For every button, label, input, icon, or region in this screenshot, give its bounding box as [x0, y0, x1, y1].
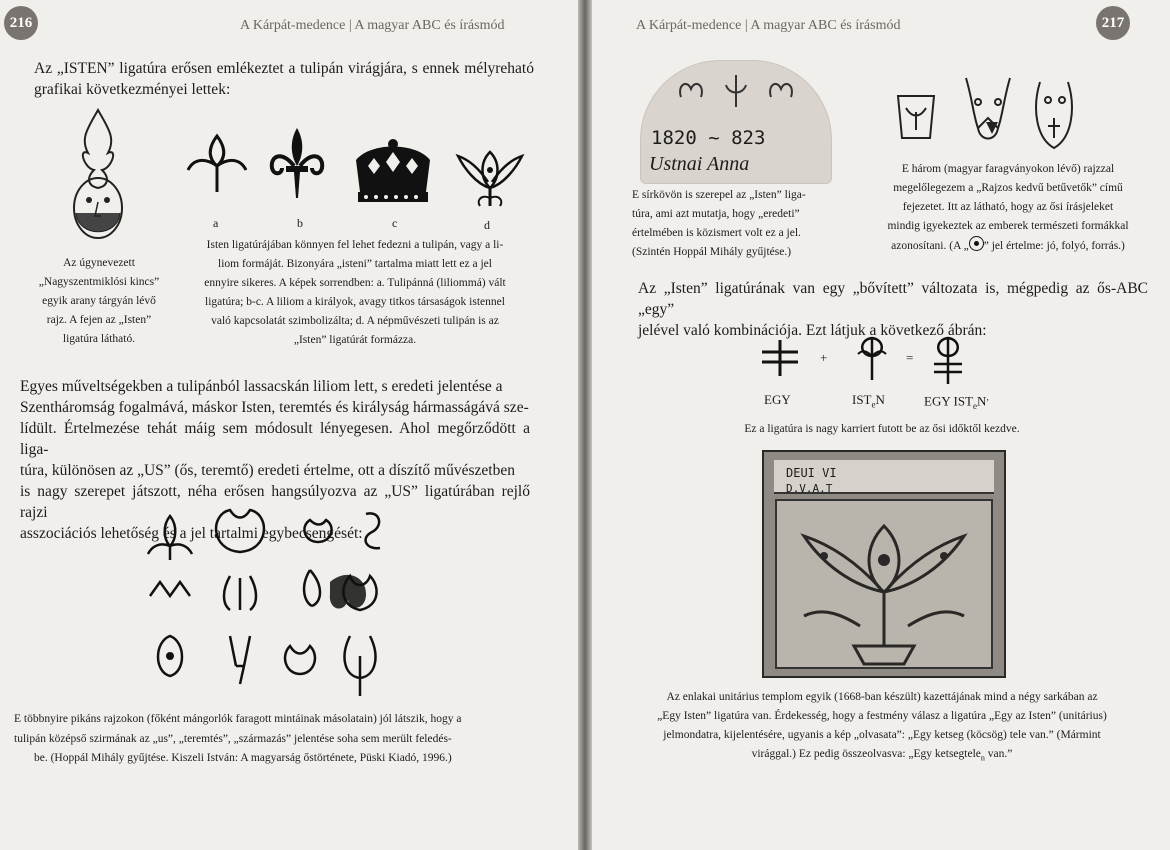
- folk-carvings-image: [892, 68, 1092, 158]
- formula-caption: Ez a ligatúra is nagy karriert futott be az ősi időktől kezdve.: [744, 423, 1020, 435]
- egy-isten-ligature-icon: [928, 334, 968, 386]
- stone-date-text: 1820 ~ 823: [651, 127, 766, 149]
- label-b: b: [297, 216, 303, 230]
- panel-inscription-1: DEUI VI: [786, 466, 837, 480]
- body-paragraph: Egyes műveltségekben a tulipánból lassacskán liliom lett, s eredeti jelentése a Szentháromság fogalmává, máskor Isten, teremtés és királyság hármasságává sze- lídült. Értelmezése tehát máig sem módosult lényegesen. Ahol megőrződött a liga- túra, különösen az „US” (ős, teremtő) eredeti értelme, ott a díszítő művészetben is nagy szerepet játszott, néha erősen hangsúlyozva az „US” ligatúrában rejlő rajzi asszociációs lehetőség és a jel tartalmi egybecsengését:: [20, 378, 530, 542]
- left-page: [0, 0, 578, 850]
- intro-paragraph: Az „ISTEN” ligatúra erősen emlékeztet a tulipán virágjára, s ennek mélyreható grafikai következményei lettek:: [34, 60, 534, 98]
- gravestone-image: [640, 60, 832, 184]
- church-photo-caption: Az enlakai unitárius templom egyik (1668-ban készült) kazettájának mind a négy sarkában az „Egy Isten” ligatúra van. Érdekesség, hogy a festmény válasz a ligatúra „Egy az Isten” (unitárius) jelmondatra, kijelentésére, ugyanis a kép „olvasata”: „Egy ketseg (köcsög) tele van.” (Mármint virággal.) Ez pedig összeolvasva: „Egy ketsegtele$_n$ van.”: [657, 691, 1107, 763]
- ligature-figure-caption: Isten ligatúrájában könnyen fel lehet fedezni a tulipán, vagy a li- liom formáját. Bizonyára „isteni” tartalma miatt lett ez a jel ennyire sikeres. A képek sorrendben: a. Tulipánná (liliommá) vált ligatúra; b-c. A liliom a királyok, avagy titkos társaságok istennel való kapcsolatát szimbolizálta; d. A népművészeti tulipán is az „Isten” ligatúrát formázza.: [204, 239, 506, 346]
- dot-circle-icon: [969, 236, 984, 251]
- ornaments-caption: E többnyire pikáns rajzokon (főként mángorlók faragott mintáinak másolatain) jól látszik, hogy a tulipán középső szirmának az „us”, „teremtés”, „származás” jelentése soha sem merült feledés- be. (Hoppál Mihály gyűjtése. Kiszeli István: A magyarság őstörténete, Püski Kiadó, 1996.): [14, 713, 462, 764]
- page-number-left: 216: [4, 6, 38, 40]
- head-figure-caption: Az úgynevezett „Nagyszentmiklósi kincs” egyik arany tárgyán lévő rajz. A fejen az „Isten” ligatúra látható.: [38, 257, 160, 345]
- fleur-de-lis-icon: [266, 126, 328, 202]
- right-page: [592, 0, 1170, 850]
- running-header-left: A Kárpát-medence | A magyar ABC és írásmód: [240, 18, 505, 33]
- book-gutter: [578, 0, 592, 850]
- label-isten: $IST_eN$: [852, 392, 885, 410]
- panel-inscription-2: D.V.A.T: [786, 482, 833, 495]
- label-d: d: [484, 218, 490, 232]
- page-number-right: 217: [1096, 6, 1130, 40]
- carvings-caption: E három (magyar faragványokon lévő) rajzzal megelőlegezem a „Rajzos kedvű betűvetők” című fejezetet. Itt az látható, hogy az ősi írásjeleket mindig igyekeztek az emberek természeti formákkal azonosítani. (A „ ” jel értelme: jó, folyó, forrás.): [887, 163, 1129, 252]
- label-a: a: [213, 216, 219, 230]
- plus-sign: +: [820, 350, 828, 365]
- folk-tulip-icon: [454, 148, 526, 210]
- tulip-ligature-icon: [186, 132, 248, 194]
- stone-name-text: Ustnai Anna: [649, 153, 750, 175]
- label-c: c: [392, 216, 398, 230]
- ligature-paragraph: Az „Isten” ligatúrának van egy „bővített” változata is, mégpedig az ős-ABC „egy” jelével való kombinációja. Ezt látjuk a következő ábrán:: [638, 280, 1148, 339]
- tulip-ornaments-image: [140, 506, 400, 706]
- equals-sign: =: [906, 350, 914, 365]
- head-figure-image: [58, 108, 138, 248]
- label-egy-isten: EGY $IST_eN^,$: [924, 392, 989, 411]
- church-panel-photo: [762, 450, 1006, 678]
- gravestone-caption: E sírkövön is szerepel az „Isten” liga- túra, ami azt mutatja, hogy „eredeti” értelmében is közismert volt ez a jel. (Szintén Hoppál Mihály gyűjtése.): [632, 189, 806, 258]
- crown-icon: [350, 136, 436, 206]
- egy-sign-icon: [758, 338, 802, 378]
- isten-ligature-icon: [852, 334, 892, 382]
- running-header-right: A Kárpát-medence | A magyar ABC és írásmód: [636, 18, 901, 33]
- label-egy: EGY: [764, 392, 791, 407]
